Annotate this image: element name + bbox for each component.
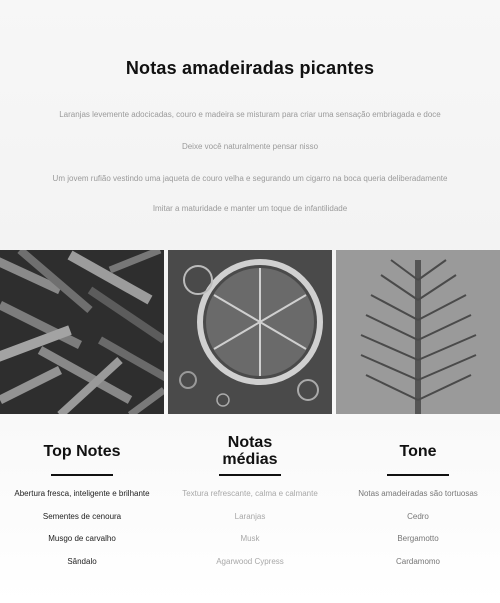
list-item: Cedro	[407, 511, 429, 521]
list-item: Sementes de cenoura	[42, 511, 122, 521]
description-line: Laranjas levemente adocicadas, couro e madeira se misturam para criar uma sensação embriagada e doce	[59, 110, 441, 119]
list-item: Notas amadeiradas são tortuosas	[358, 489, 478, 498]
list-item: Sândalo	[67, 556, 97, 566]
page-title: Notas amadeiradas picantes	[125, 58, 375, 78]
list-item: Abertura fresca, inteligente e brilhante	[14, 489, 150, 498]
description-line: Imitar a maturidade e manter um toque de infantilidade	[152, 204, 348, 213]
list-item: Textura refrescante, calma e calmante	[182, 489, 318, 498]
list-item: Cardamomo	[395, 556, 440, 566]
pine-branch-image	[336, 250, 500, 414]
column-divider	[51, 474, 113, 476]
column-title: Notas médias	[222, 434, 278, 468]
column-title: Top Notes	[43, 442, 121, 460]
orange-slice-image	[168, 250, 332, 414]
top-notes-column	[0, 432, 164, 578]
list-item: Agarwood Cypress	[216, 556, 284, 566]
column-divider	[219, 474, 281, 476]
list-item: Musgo de carvalho	[48, 534, 116, 543]
tone-column	[336, 432, 500, 578]
description-line: Um jovem rufião vestindo uma jaqueta de couro velha e segurando um cigarro na boca queria deliberadamente	[52, 174, 448, 183]
list-item: Bergamotto	[397, 534, 439, 543]
wood-sticks-image	[0, 250, 164, 414]
description-line: Deixe você naturalmente pensar nisso	[181, 142, 319, 151]
list-item: Musk	[240, 534, 260, 543]
middle-notes-column	[168, 432, 332, 578]
column-title: Tone	[399, 442, 437, 460]
image-strip	[0, 250, 500, 414]
column-divider	[387, 474, 449, 476]
list-item: Laranjas	[234, 511, 266, 521]
